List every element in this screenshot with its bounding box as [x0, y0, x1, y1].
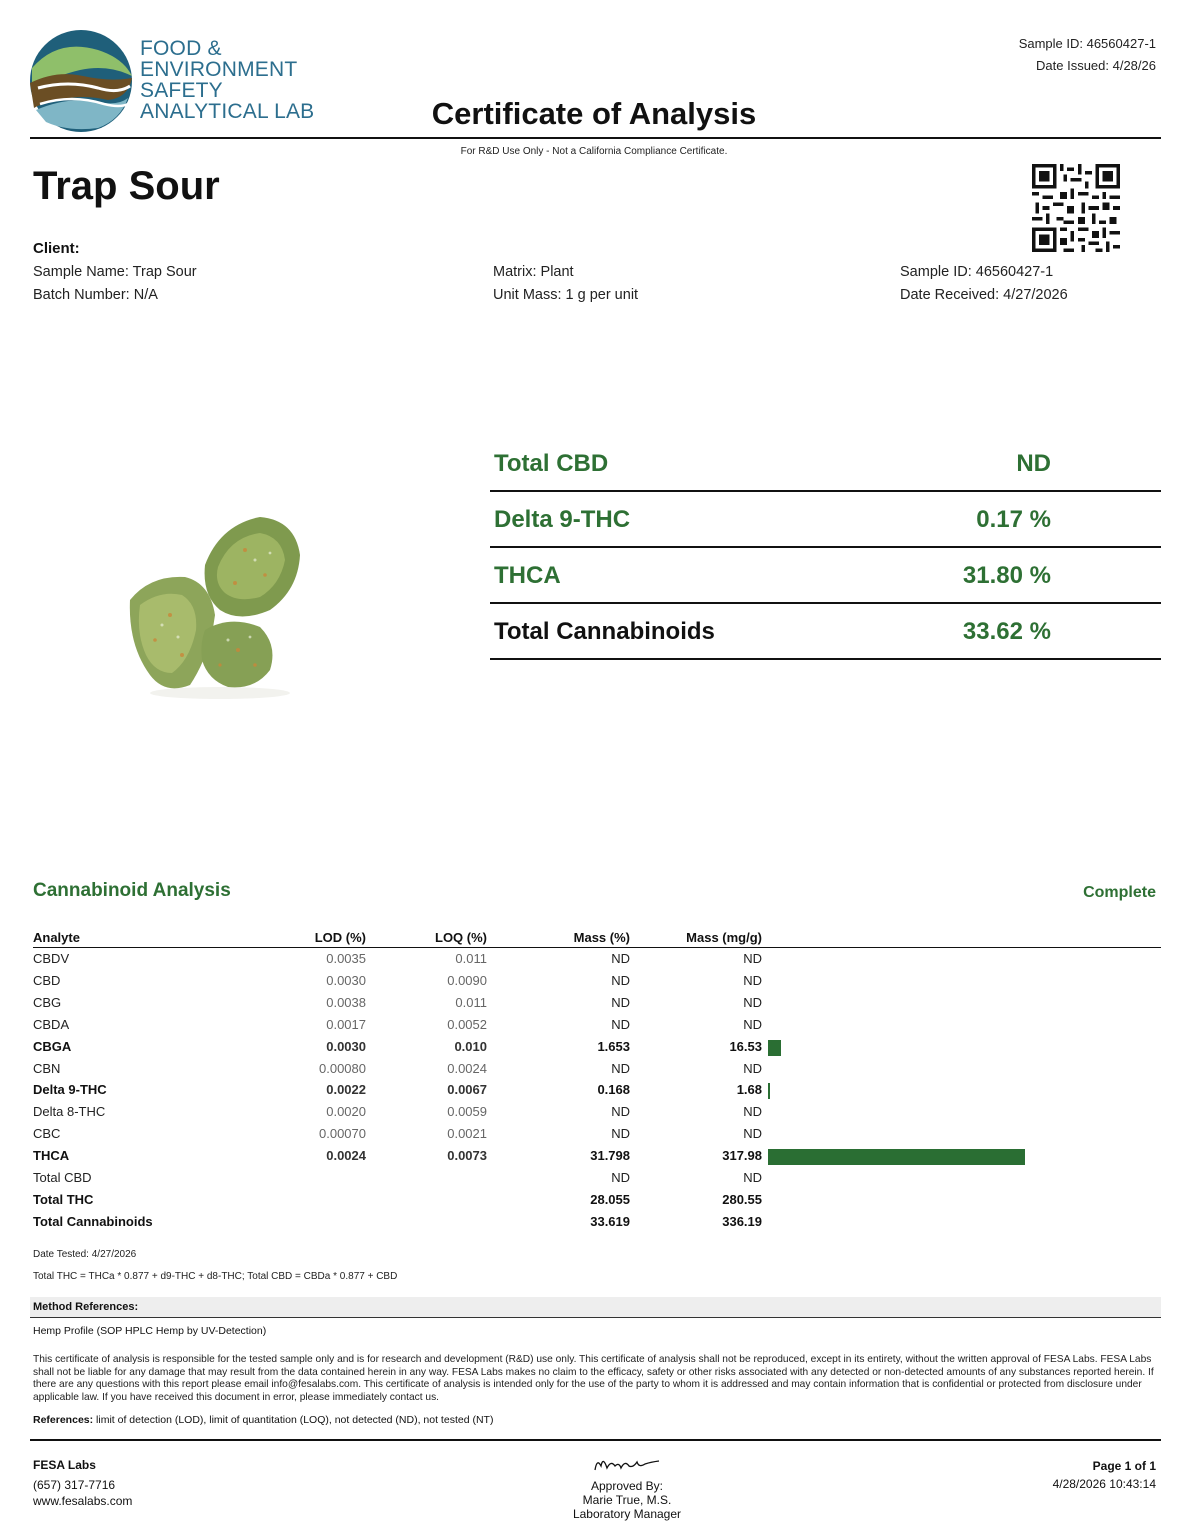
matrix: Matrix: Plant — [493, 264, 574, 280]
date-tested: Date Tested: 4/27/2026 — [33, 1249, 137, 1260]
approver-name: Marie True, M.S. — [582, 1493, 672, 1507]
header-meta — [1019, 33, 1156, 77]
cell-loq: 0.0024 — [447, 1060, 487, 1076]
cell-analyte: THCA — [33, 1148, 70, 1164]
cell-lod: 0.00070 — [319, 1126, 366, 1142]
cell-mass-mg: ND — [743, 994, 762, 1010]
cell-mass-mg: 280.55 — [722, 1191, 762, 1207]
summary-value: 33.62 % — [962, 618, 1051, 645]
total-formula: Total THC = THCa * 0.877 + d9-THC + d8-THC; Total CBD = CBDa * 0.877 + CBD — [33, 1271, 398, 1282]
cell-mass-mg: 317.98 — [722, 1148, 762, 1164]
footer-approval — [527, 1452, 727, 1521]
cell-loq: 0.0090 — [447, 972, 487, 988]
logo-line-3: SAFETY — [140, 79, 223, 102]
header-sample-id: Sample ID: 46560427-1 — [1018, 36, 1156, 51]
cell-mass-mg: ND — [743, 1126, 762, 1142]
company-website: www.fesalabs.com — [33, 1494, 133, 1508]
cell-mass-pct: 1.653 — [597, 1038, 630, 1054]
company-name: FESA Labs — [33, 1458, 96, 1472]
client-info-col-3 — [900, 261, 1068, 307]
cell-lod: 0.0017 — [326, 1016, 366, 1032]
footer-page-info — [1053, 1457, 1156, 1493]
table-row — [33, 1079, 1161, 1101]
cell-mass-pct: 31.798 — [590, 1148, 630, 1164]
cell-analyte: Total THC — [33, 1191, 94, 1207]
cell-loq: 0.0073 — [447, 1148, 487, 1164]
col-mass-pct: Mass (%) — [573, 930, 630, 945]
summary-row-delta9 — [490, 492, 1161, 548]
cell-mass-pct: ND — [611, 1016, 630, 1032]
table-row — [33, 1211, 1161, 1233]
cell-loq: 0.0059 — [447, 1104, 487, 1120]
footer-divider — [30, 1439, 1161, 1441]
references-label: References: — [33, 1414, 94, 1426]
cell-mass-pct: 28.055 — [590, 1191, 630, 1207]
document-title: Certificate of Analysis — [431, 96, 757, 131]
cell-loq: 0.011 — [455, 994, 487, 1010]
cell-mass-pct: ND — [611, 1060, 630, 1076]
analysis-title: Cannabinoid Analysis — [33, 880, 231, 901]
method-references-body: Hemp Profile (SOP HPLC Hemp by UV-Detection) — [33, 1325, 267, 1337]
qr-code-icon — [1032, 164, 1120, 252]
cell-mass-pct: ND — [611, 951, 630, 966]
method-references-header — [30, 1297, 1161, 1318]
cell-lod: 0.0030 — [326, 972, 366, 988]
logo-line-1: FOOD & — [140, 37, 222, 60]
summary-row-thca — [490, 548, 1161, 604]
client-info-col-1 — [33, 261, 197, 307]
cell-analyte: CBD — [33, 972, 61, 988]
header-divider — [30, 137, 1161, 139]
cell-analyte: CBC — [33, 1126, 61, 1142]
cell-lod: 0.0020 — [326, 1104, 366, 1120]
cell-mass-mg: ND — [743, 951, 762, 966]
cell-loq: 0.0052 — [447, 1016, 487, 1032]
table-row — [33, 1058, 1161, 1080]
cell-lod: 0.0022 — [326, 1082, 366, 1098]
summary-row-total-cannabinoids — [490, 604, 1161, 660]
table-row — [33, 970, 1161, 992]
table-row — [33, 1036, 1161, 1058]
cell-analyte: CBG — [33, 994, 62, 1010]
cell-mass-mg: ND — [743, 972, 762, 988]
client-info-col-2 — [493, 261, 638, 307]
cell-mass-pct: ND — [611, 972, 630, 988]
summary-value: ND — [1016, 450, 1051, 477]
unit-mass: Unit Mass: 1 g per unit — [493, 287, 639, 303]
client-label: Client: — [33, 240, 80, 257]
cell-lod: 0.0030 — [326, 1038, 366, 1054]
summary-label: Total Cannabinoids — [494, 618, 715, 645]
header-date-issued: Date Issued: 4/28/26 — [1036, 58, 1156, 73]
batch-number: Batch Number: N/A — [33, 287, 158, 303]
cell-analyte: Total CBD — [33, 1170, 92, 1185]
cell-analyte: CBN — [33, 1060, 61, 1076]
cell-analyte: Delta 8-THC — [33, 1104, 106, 1120]
table-row — [33, 1014, 1161, 1036]
approver-title: Laboratory Manager — [572, 1507, 682, 1521]
cell-mass-mg: ND — [743, 1104, 762, 1120]
rnd-notice: For R&D Use Only - Not a California Compliance Certificate. — [460, 146, 728, 157]
cell-lod: 0.0035 — [326, 951, 366, 966]
cell-analyte: CBDA — [33, 1016, 70, 1032]
mass-bar — [768, 1083, 770, 1099]
table-row — [33, 1167, 1161, 1189]
cell-analyte: Total Cannabinoids — [33, 1213, 153, 1229]
page-number: Page 1 of 1 — [1092, 1459, 1156, 1473]
print-timestamp: 4/28/2026 10:43:14 — [1052, 1477, 1156, 1491]
cannabinoid-table — [33, 928, 1161, 1238]
cell-mass-mg: ND — [743, 1170, 762, 1185]
company-phone: (657) 317-7716 — [33, 1478, 116, 1492]
cell-analyte: CBDV — [33, 951, 70, 966]
cell-mass-pct: ND — [611, 1126, 630, 1142]
cell-loq: 0.0067 — [447, 1082, 487, 1098]
cell-loq: 0.011 — [455, 951, 487, 966]
sample-name: Sample Name: Trap Sour — [33, 264, 197, 280]
cell-mass-pct: ND — [611, 1104, 630, 1120]
cell-mass-mg: ND — [743, 1016, 762, 1032]
cell-analyte: CBGA — [33, 1038, 72, 1054]
summary-row-total-cbd — [490, 436, 1161, 492]
logo-line-2: ENVIRONMENT — [140, 58, 298, 81]
summary-value: 31.80 % — [962, 562, 1051, 589]
cell-mass-pct: 0.168 — [597, 1082, 630, 1098]
product-photo — [110, 505, 320, 705]
mass-bar — [768, 1149, 1025, 1165]
summary-panel — [490, 436, 1161, 662]
summary-label: THCA — [494, 562, 561, 589]
cell-analyte: Delta 9-THC — [33, 1082, 107, 1098]
table-header — [33, 928, 1161, 948]
references — [33, 1414, 493, 1426]
col-loq: LOQ (%) — [435, 930, 487, 945]
analysis-status: Complete — [1083, 884, 1156, 901]
table-row — [33, 1123, 1161, 1145]
cell-loq: 0.0021 — [447, 1126, 487, 1142]
footer-company — [33, 1457, 132, 1509]
signature-icon — [587, 1452, 667, 1476]
summary-label: Delta 9-THC — [494, 506, 631, 533]
cell-mass-pct: ND — [611, 994, 630, 1010]
table-row — [33, 992, 1161, 1014]
cell-mass-mg: 336.19 — [722, 1213, 762, 1229]
cell-mass-pct: ND — [611, 1170, 630, 1185]
cell-lod: 0.0024 — [326, 1148, 366, 1164]
summary-label: Total CBD — [494, 450, 609, 477]
table-row — [33, 1189, 1161, 1211]
client-sample-id: Sample ID: 46560427-1 — [900, 264, 1054, 280]
cell-lod: 0.0038 — [326, 994, 366, 1010]
cell-mass-mg: 1.68 — [736, 1082, 762, 1098]
cell-loq: 0.010 — [454, 1038, 487, 1054]
method-references-label: Method References: — [33, 1301, 139, 1313]
cell-lod: 0.00080 — [319, 1060, 366, 1076]
date-received: Date Received: 4/27/2026 — [900, 287, 1068, 303]
cell-mass-pct: 33.619 — [590, 1213, 630, 1229]
table-row — [33, 1101, 1161, 1123]
table-row — [33, 1145, 1161, 1167]
product-name: Trap Sour — [33, 164, 220, 208]
col-lod: LOD (%) — [314, 930, 366, 945]
references-text: limit of detection (LOD), limit of quantitation (LOQ), not detected (ND), not tested (NT) — [93, 1414, 494, 1426]
table-row — [33, 948, 1161, 970]
col-mass-mg: Mass (mg/g) — [686, 930, 762, 945]
cell-mass-mg: ND — [743, 1060, 762, 1076]
cell-mass-mg: 16.53 — [729, 1038, 762, 1054]
logo-line-4: ANALYTICAL LAB — [140, 100, 315, 123]
mass-bar — [768, 1040, 781, 1056]
approved-by-label: Approved By: — [590, 1479, 664, 1493]
summary-value: 0.17 % — [976, 506, 1051, 533]
disclaimer: This certificate of analysis is responsible for the tested sample only and is for research and development (R&D) use only. This certificate of analysis shall not be reproduced, except in its entirety, without the written approval of FESA Labs. FESA Labs shall not be liable for any damage that may result from the data contained herein in any way. FESA Labs makes no claim to the efficacy, safety or other risks associated with any detected or non-detected amounts of any substances reported herein. If there are any questions with this report please email info@fesalabs.com. This certificate of analysis is intended only for the use of the party to whom it is addressed and may contain information that is confidential or protected from disclosure under applicable law. If you have received this document in error, please immediately contact us. — [33, 1354, 1154, 1403]
col-analyte: Analyte — [33, 930, 80, 945]
